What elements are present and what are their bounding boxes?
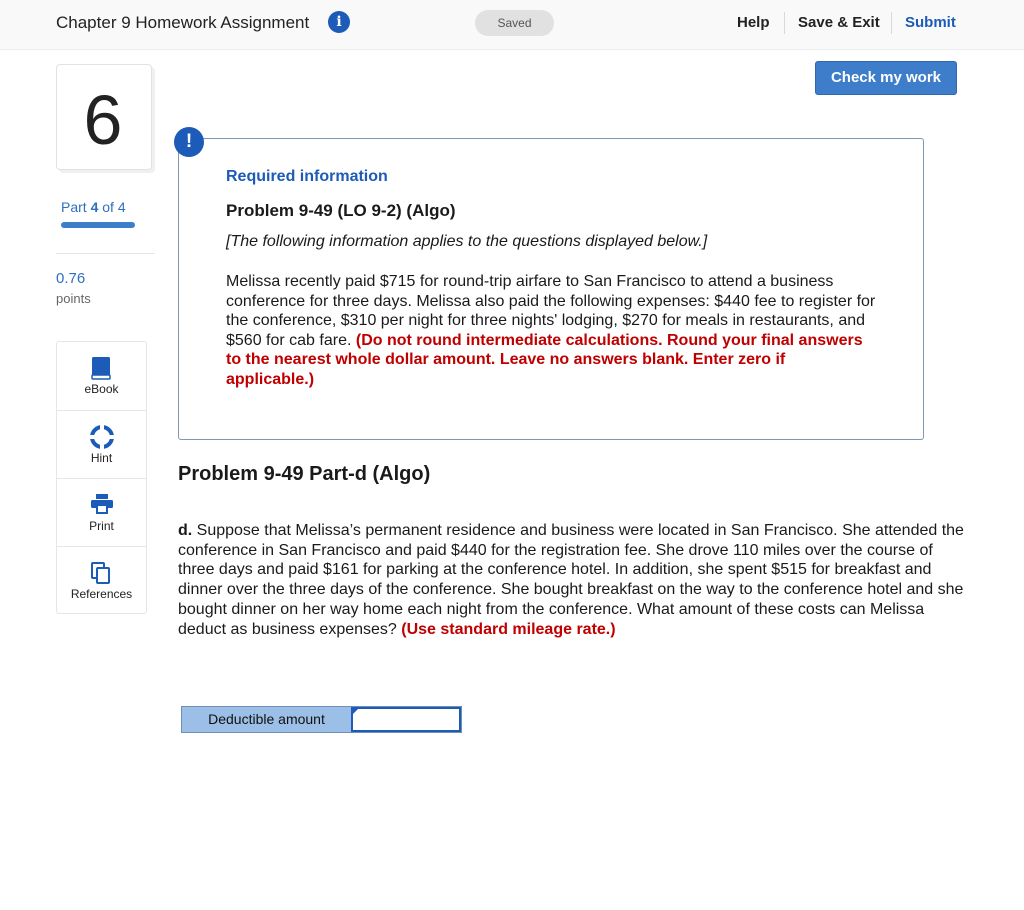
question-number-card <box>56 64 152 170</box>
part-indicator <box>61 199 126 215</box>
top-bar <box>0 0 1024 50</box>
mileage-instruction: (Use standard mileage rate.) <box>401 620 616 638</box>
check-my-work-button[interactable]: Check my work <box>815 61 957 95</box>
help-link[interactable]: Help <box>737 14 770 31</box>
tools-panel <box>56 341 147 614</box>
sidebar-divider <box>56 253 155 254</box>
part-current: 4 <box>90 199 99 215</box>
saved-status-badge: Saved <box>475 10 554 36</box>
part-total: of 4 <box>102 199 126 215</box>
assignment-title: Chapter 9 Homework Assignment <box>56 13 310 32</box>
part-word: Part <box>61 199 87 215</box>
part-letter: d. <box>178 522 193 539</box>
part-progress-bar <box>61 222 135 228</box>
deductible-amount-label: Deductible amount <box>182 707 351 732</box>
applies-note: [The following information applies to the questions displayed below.] <box>226 233 708 250</box>
question-text: Suppose that Melissa’s permanent residence and business were located in San Francisco. She attended the conference in San Francisco and paid $440 for the registration fee. She drove 110 miles over the course of three days and paid $161 for parking at the conference hotel. In addition, she spent $515 for breakfast and dinner over the three days of the conference. She bought breakfast on the way to the conference hotel and she bought dinner on her way home each night from the conference. What amount of these costs can Melissa deduct as business expenses? <box>178 522 964 638</box>
question-number: 6 <box>83 81 123 159</box>
part-title: Problem 9-49 Part-d (Algo) <box>178 463 431 485</box>
required-information-text <box>226 272 876 390</box>
flag-marker-icon <box>352 708 359 715</box>
nav-divider <box>784 12 785 34</box>
nav-divider <box>891 12 892 34</box>
deductible-amount-input[interactable] <box>351 707 461 732</box>
print-button[interactable] <box>57 478 146 546</box>
printer-icon <box>90 493 114 515</box>
scenario-text: Melissa recently paid $715 for round-trip airfare to San Francisco to attend a business conference for three days. Melissa also paid the following expenses: $440 fee to register for the conference, $310 per night for three nights' lodging, $270 for meals in restaurants, and $560 for cab fare. <box>226 273 876 349</box>
problem-title: Problem 9-49 (LO 9-2) (Algo) <box>226 201 456 220</box>
exclamation-icon: ! <box>174 127 204 157</box>
hint-button[interactable] <box>57 410 146 478</box>
hint-label: Hint <box>90 451 113 465</box>
part-question-text <box>178 521 968 639</box>
ebook-label: eBook <box>84 382 119 396</box>
copy-icon <box>90 561 112 585</box>
required-information-heading: Required information <box>226 168 388 185</box>
references-label: References <box>70 587 133 601</box>
references-button[interactable] <box>57 546 146 614</box>
lifebuoy-icon <box>90 425 114 449</box>
points-value: 0.76 <box>56 270 86 287</box>
submit-link[interactable]: Submit <box>905 14 956 31</box>
points-label: points <box>56 291 91 306</box>
rounding-instruction: (Do not round intermediate calculations. Round your final answers to the nearest whole dollar amount. Leave no answers blank. Enter zero if applicable.) <box>226 331 863 388</box>
info-icon[interactable]: i <box>328 11 350 33</box>
save-exit-link[interactable]: Save & Exit <box>798 14 880 31</box>
print-label: Print <box>89 519 114 533</box>
ebook-button[interactable] <box>57 342 146 410</box>
answer-row <box>181 706 462 733</box>
book-icon <box>90 356 112 380</box>
